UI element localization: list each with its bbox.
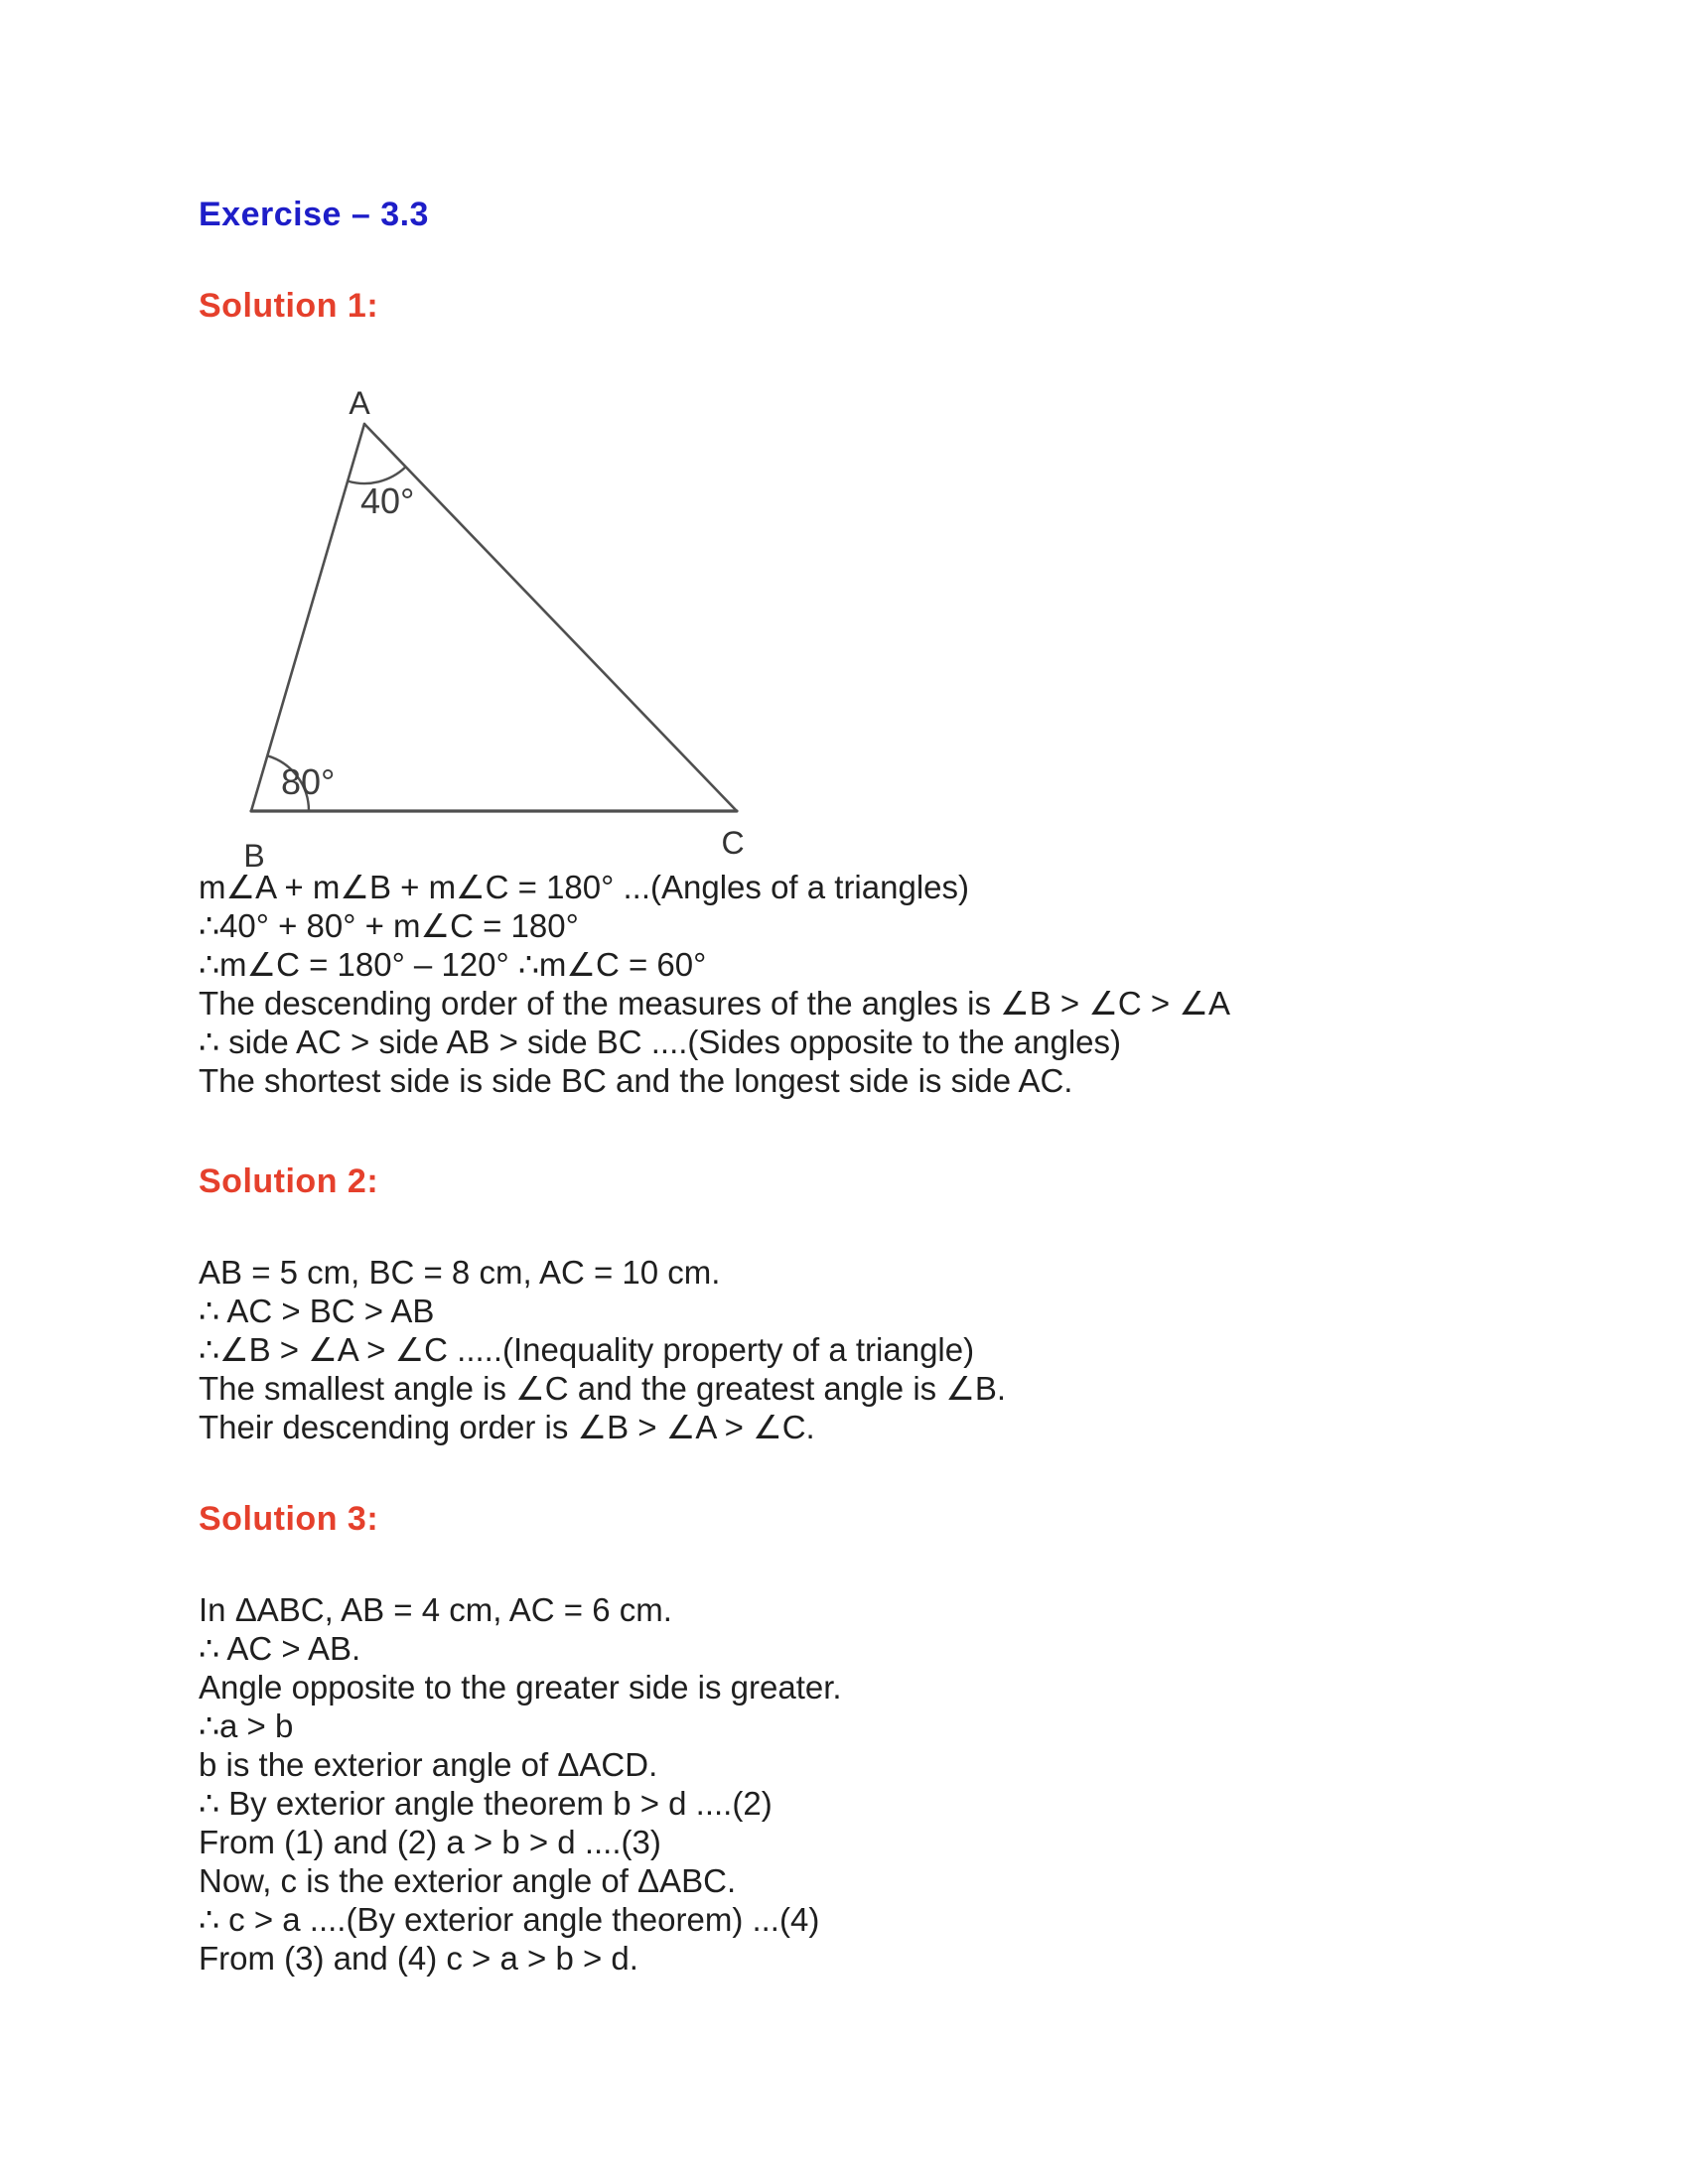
angle-label-40: 40°	[360, 480, 415, 521]
vertex-label-c: C	[721, 825, 745, 861]
angle-label-80: 80°	[281, 761, 336, 802]
solution-3-line-10: From (3) and (4) c > a > b > d.	[199, 1940, 638, 1977]
solution-1-line-3: ∴m∠C = 180° – 120° ∴m∠C = 60°	[199, 946, 707, 983]
vertex-label-a: A	[349, 385, 370, 421]
solution-3-line-6: ∴ By exterior angle theorem b > d ....(2)	[199, 1785, 773, 1822]
triangle-diagram	[149, 377, 794, 874]
solution-2-line-4: The smallest angle is ∠C and the greatest angle is ∠B.	[199, 1370, 1007, 1407]
solution-1-line-6: The shortest side is side BC and the longest side is side AC.	[199, 1062, 1073, 1099]
solution-3-text	[199, 1590, 1509, 1978]
solution-2-line-3: ∴∠B > ∠A > ∠C .....(Inequality property of a triangle)	[199, 1331, 975, 1368]
solution-2-text	[199, 1253, 1509, 1446]
solution-2-line-2: ∴ AC > BC > AB	[199, 1293, 435, 1329]
solution-1-line-5: ∴ side AC > side AB > side BC ....(Sides opposite to the angles)	[199, 1024, 1122, 1060]
solution-1-text	[199, 868, 1509, 1100]
solution-3-line-3: Angle opposite to the greater side is greater.	[199, 1669, 842, 1706]
solution-3-line-9: ∴ c > a ....(By exterior angle theorem) ...(4)	[199, 1901, 820, 1938]
solution-2-line-1: AB = 5 cm, BC = 8 cm, AC = 10 cm.	[199, 1254, 721, 1291]
solution-3-line-4: ∴a > b	[199, 1707, 294, 1744]
triangle-figure	[149, 377, 794, 874]
solution-3-line-5: b is the exterior angle of ΔACD.	[199, 1746, 658, 1783]
solution-2-line-5: Their descending order is ∠B > ∠A > ∠C.	[199, 1409, 815, 1445]
solution-3-line-1: In ΔABC, AB = 4 cm, AC = 6 cm.	[199, 1591, 672, 1628]
triangle-side-ab	[251, 424, 364, 811]
solution-1-line-4: The descending order of the measures of the angles is ∠B > ∠C > ∠A	[199, 985, 1230, 1022]
vertex-label-b: B	[243, 838, 265, 874]
triangle-side-ac	[364, 424, 737, 811]
solution-2-heading: Solution 2:	[199, 1162, 379, 1200]
solution-3-heading: Solution 3:	[199, 1500, 379, 1538]
solution-3-line-2: ∴ AC > AB.	[199, 1630, 361, 1667]
solution-3-line-8: Now, c is the exterior angle of ΔABC.	[199, 1862, 737, 1899]
solution-1-line-2: ∴40° + 80° + m∠C = 180°	[199, 907, 579, 944]
solution-1-heading: Solution 1:	[199, 287, 379, 325]
exercise-title: Exercise – 3.3	[199, 196, 429, 233]
solution-3-line-7: From (1) and (2) a > b > d ....(3)	[199, 1824, 661, 1860]
solution-1-line-1: m∠A + m∠B + m∠C = 180° ...(Angles of a triangles)	[199, 869, 969, 905]
